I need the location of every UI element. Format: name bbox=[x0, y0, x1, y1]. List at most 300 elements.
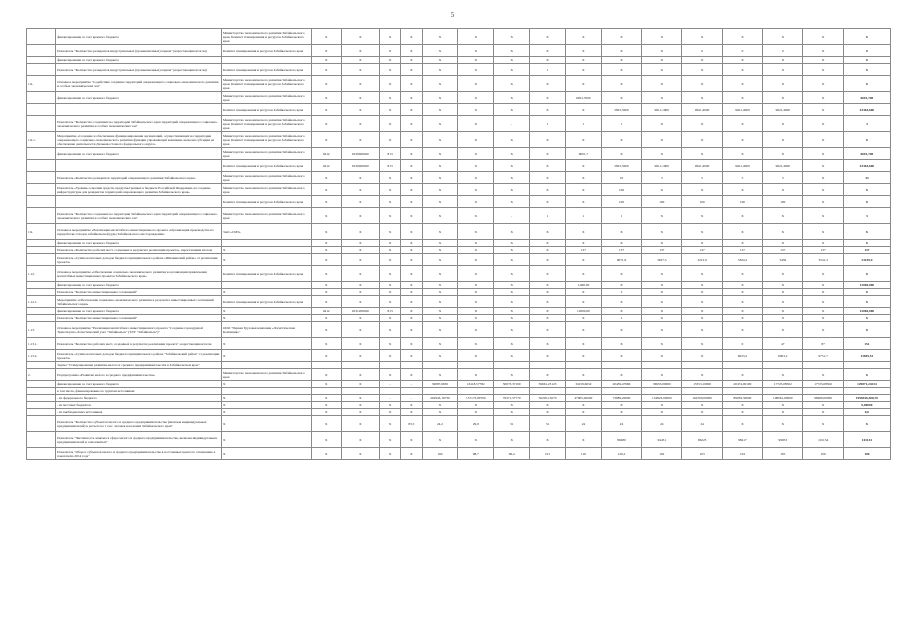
row-value: Х bbox=[401, 266, 422, 282]
row-value: Х bbox=[601, 338, 641, 350]
row-number bbox=[27, 381, 56, 388]
row-value bbox=[763, 362, 803, 369]
row-number bbox=[27, 315, 56, 322]
row-title: финансирование за счет краевого бюджета bbox=[56, 308, 222, 315]
row-value: Х bbox=[401, 76, 422, 92]
row-value: 9621,4000 bbox=[763, 104, 803, 116]
row-title: финансирование за счет краевого бюджета bbox=[56, 92, 222, 104]
row-value: Х bbox=[379, 282, 400, 289]
row-value: 98,7 bbox=[458, 448, 494, 460]
table-row bbox=[27, 116, 891, 132]
row-value: Х bbox=[422, 409, 458, 416]
row-number: 1.6.1. bbox=[27, 132, 56, 148]
row-value: Х bbox=[722, 240, 762, 247]
row-value: Х bbox=[642, 92, 682, 104]
row-value bbox=[379, 362, 400, 369]
row-value: Х bbox=[422, 224, 458, 240]
row-value: Х bbox=[565, 338, 601, 350]
table-row bbox=[27, 296, 891, 308]
row-value: 1 bbox=[601, 116, 641, 132]
row-value: Х bbox=[379, 172, 400, 184]
row-value: Х bbox=[341, 247, 379, 254]
row-value: Х bbox=[722, 116, 762, 132]
table-row bbox=[27, 432, 891, 448]
row-value: Х bbox=[401, 148, 422, 160]
row-value: Х bbox=[458, 402, 494, 409]
row-number bbox=[27, 416, 56, 432]
row-value: Х bbox=[682, 76, 722, 92]
row-value: Х bbox=[565, 172, 601, 184]
row-number bbox=[27, 402, 56, 409]
row-total: Х bbox=[843, 64, 890, 76]
row-value: Х bbox=[401, 172, 422, 184]
table-row bbox=[27, 315, 891, 322]
row-value: 0230406020 bbox=[341, 160, 379, 172]
row-value: 100 bbox=[422, 448, 458, 460]
row-number bbox=[27, 282, 56, 289]
row-value: Х bbox=[422, 29, 458, 45]
row-value: Х bbox=[341, 381, 379, 388]
row-value: Х bbox=[642, 350, 682, 362]
row-value: 31 bbox=[494, 416, 530, 432]
row-value: Х bbox=[763, 116, 803, 132]
row-value: Х bbox=[803, 289, 843, 296]
row-value: Х bbox=[379, 64, 400, 76]
row-value: 30073,37190 bbox=[494, 381, 530, 388]
row-total: 0 bbox=[843, 45, 890, 57]
row-value: 36953,00000 bbox=[642, 381, 682, 388]
row-total: Х bbox=[843, 132, 890, 148]
row-value: Х bbox=[682, 402, 722, 409]
row-number bbox=[27, 104, 56, 116]
program-table bbox=[26, 28, 891, 460]
row-value: Х bbox=[682, 92, 722, 104]
row-responsible bbox=[221, 388, 311, 395]
row-value: 0 bbox=[682, 45, 722, 57]
row-value: 30087,6650 bbox=[422, 381, 458, 388]
row-value: 24 bbox=[642, 416, 682, 432]
row-value: Х bbox=[601, 76, 641, 92]
row-total: Х bbox=[843, 224, 890, 240]
row-value: Х bbox=[494, 160, 530, 172]
row-value: 39661,23123 bbox=[530, 381, 566, 388]
row-value bbox=[311, 362, 341, 369]
table-row bbox=[27, 132, 891, 148]
row-value: Х bbox=[642, 315, 682, 322]
row-value: Х bbox=[401, 92, 422, 104]
row-number: 1.9. bbox=[27, 224, 56, 240]
row-responsible: Комитет планирования и ресурсов Забайкальского края bbox=[221, 160, 311, 172]
row-number bbox=[27, 148, 56, 160]
row-value: Х bbox=[642, 57, 682, 64]
row-value: Х bbox=[565, 64, 601, 76]
row-number bbox=[27, 388, 56, 395]
row-value: Х bbox=[530, 369, 566, 381]
row-title: финансирование за счет краевого бюджета bbox=[56, 282, 222, 289]
row-value: 9621,4000 bbox=[722, 160, 762, 172]
row-value: Х bbox=[722, 282, 762, 289]
row-number bbox=[27, 432, 56, 448]
row-value: Х bbox=[458, 322, 494, 338]
row-value: 101 bbox=[530, 448, 566, 460]
row-value: Х bbox=[458, 240, 494, 247]
row-value bbox=[458, 388, 494, 395]
row-value: 102 bbox=[642, 448, 682, 460]
row-value: Х bbox=[401, 116, 422, 132]
row-value: Х bbox=[422, 208, 458, 224]
row-value: Х bbox=[722, 208, 762, 224]
row-value: 164700,00000 bbox=[682, 395, 722, 402]
row-number bbox=[27, 308, 56, 315]
row-value: Х bbox=[565, 409, 601, 416]
row-value: Х bbox=[530, 315, 566, 322]
row-value: Х bbox=[601, 224, 641, 240]
row-value: Х bbox=[341, 208, 379, 224]
row-value: Х bbox=[379, 224, 400, 240]
row-value: Х bbox=[682, 132, 722, 148]
row-value bbox=[341, 388, 379, 395]
row-value bbox=[601, 388, 641, 395]
row-value: Х bbox=[601, 64, 641, 76]
row-responsible: Комитет планирования и ресурсов Забайкальского края bbox=[221, 266, 311, 282]
row-value: Х bbox=[458, 338, 494, 350]
row-value: Х bbox=[341, 296, 379, 308]
table-row bbox=[27, 381, 891, 388]
row-value: Х bbox=[642, 45, 682, 57]
row-value: Х bbox=[458, 76, 494, 92]
row-value: Х bbox=[379, 402, 400, 409]
row-title: финансирование за счет краевого бюджета bbox=[56, 29, 222, 45]
row-value: Х bbox=[422, 196, 458, 208]
row-value: Х bbox=[530, 308, 566, 315]
row-value bbox=[530, 388, 566, 395]
table-row bbox=[27, 240, 891, 247]
row-value: Х bbox=[401, 57, 422, 64]
row-title: Основное мероприятие «Обеспечение социально-экономического развития и организации привлечения масштабных инвестиционных проектов Забайкальского края» bbox=[56, 266, 222, 282]
row-value: Х bbox=[682, 266, 722, 282]
row-value: Х bbox=[601, 409, 641, 416]
row-value: Х bbox=[763, 308, 803, 315]
row-value: Х bbox=[682, 322, 722, 338]
row-value: Х bbox=[530, 160, 566, 172]
row-value bbox=[601, 362, 641, 369]
row-title: Показатель «Количество резидентов территорий опережающего развития Забайкальского края» bbox=[56, 172, 222, 184]
row-value: Х bbox=[494, 240, 530, 247]
row-value: Х bbox=[722, 315, 762, 322]
row-value: 5 bbox=[763, 172, 803, 184]
row-value: Х bbox=[401, 432, 422, 448]
row-responsible: Министерство экономического развития Забайкальского края bbox=[221, 369, 311, 381]
row-value: Х bbox=[401, 315, 422, 322]
row-value: Х bbox=[601, 308, 641, 315]
row-number: 1.13.1. bbox=[27, 338, 56, 350]
row-value: Х bbox=[401, 29, 422, 45]
row-value: Х bbox=[422, 76, 458, 92]
row-value: Х bbox=[803, 416, 843, 432]
row-value: Х bbox=[803, 64, 843, 76]
row-value: Х bbox=[311, 350, 341, 362]
row-value: - bbox=[401, 381, 422, 388]
row-value: Х bbox=[341, 116, 379, 132]
row-value: Х bbox=[494, 282, 530, 289]
row-value: 31 bbox=[530, 416, 566, 432]
row-title bbox=[56, 196, 222, 208]
row-value: 100 bbox=[763, 196, 803, 208]
row-responsible bbox=[221, 362, 311, 369]
row-responsible bbox=[221, 57, 311, 64]
table-row bbox=[27, 160, 891, 172]
row-value: Х bbox=[341, 92, 379, 104]
row-value: 0412 bbox=[311, 148, 341, 160]
row-responsible: Министерство экономического развития Забайкальского края, Комитет планирования и ресурсов Забайкальского края bbox=[221, 116, 311, 132]
row-total: Х bbox=[843, 296, 890, 308]
row-number bbox=[27, 409, 56, 416]
row-value: Х bbox=[530, 132, 566, 148]
row-value: Х bbox=[763, 315, 803, 322]
row-title: Показатель "Численность занятых в сфере малого и среднего предпринимательства, включая индивидуальных предпринимателей и самозанятых" bbox=[56, 432, 222, 448]
row-value: Х bbox=[379, 416, 400, 432]
row-value: Х bbox=[341, 395, 379, 402]
row-value: Х bbox=[422, 160, 458, 172]
row-value: Х bbox=[422, 350, 458, 362]
row-value: Х bbox=[311, 92, 341, 104]
row-value: Х bbox=[722, 64, 762, 76]
row-value: Х bbox=[722, 402, 762, 409]
row-total: 129871,24234 bbox=[843, 381, 890, 388]
row-title: Мероприятие «Обеспечение социально-экономического развития в результате инвестиционных соглашений Забайкальского края» bbox=[56, 296, 222, 308]
row-value: Х bbox=[565, 224, 601, 240]
row-responsible bbox=[221, 282, 311, 289]
row-responsible: Х bbox=[221, 381, 311, 388]
row-value: Х bbox=[401, 282, 422, 289]
row-value: 47 bbox=[763, 338, 803, 350]
row-number: 1.12. bbox=[27, 266, 56, 282]
row-value: Х bbox=[763, 76, 803, 92]
table-row bbox=[27, 322, 891, 338]
table-row bbox=[27, 282, 891, 289]
row-number bbox=[27, 448, 56, 460]
row-value: Х bbox=[422, 282, 458, 289]
table-row bbox=[27, 224, 891, 240]
row-value: Х bbox=[341, 409, 379, 416]
row-total: 3 bbox=[843, 208, 890, 224]
row-value: Х bbox=[494, 289, 530, 296]
row-value: Х bbox=[565, 57, 601, 64]
row-value: Х bbox=[642, 266, 682, 282]
row-value: Х bbox=[401, 409, 422, 416]
row-total: 6001,700 bbox=[843, 148, 890, 160]
row-value: 1 bbox=[565, 116, 601, 132]
row-value: Х bbox=[642, 409, 682, 416]
row-value: Х bbox=[565, 322, 601, 338]
row-value: Х bbox=[601, 282, 641, 289]
row-value: Х bbox=[341, 282, 379, 289]
row-value bbox=[642, 362, 682, 369]
row-title: Показатель «Уровень освоения средств, предусмотренных в бюджете Российской Федерации, на создание инфраструктуры для резидентов территорий опережающего развития Забайкальского края» bbox=[56, 184, 222, 196]
table-row bbox=[27, 148, 891, 160]
row-value: Х bbox=[530, 289, 566, 296]
row-responsible: Комитет планирования и ресурсов Забайкальского края bbox=[221, 196, 311, 208]
row-value: 108061,00000 bbox=[763, 395, 803, 402]
row-total: Х bbox=[843, 29, 890, 45]
row-value: Х bbox=[458, 289, 494, 296]
row-value: - bbox=[494, 116, 530, 132]
row-value: Х bbox=[458, 282, 494, 289]
row-value: Х bbox=[565, 369, 601, 381]
row-value: Х bbox=[311, 184, 341, 196]
row-value: Х bbox=[494, 254, 530, 266]
row-value: 1 bbox=[530, 64, 566, 76]
row-value: Х bbox=[311, 402, 341, 409]
row-value: Х bbox=[763, 57, 803, 64]
row-value: Х bbox=[494, 350, 530, 362]
row-number bbox=[27, 362, 56, 369]
row-total: 101134 bbox=[843, 432, 890, 448]
row-value: 0231206020 bbox=[341, 308, 379, 315]
row-value: 103 bbox=[682, 448, 722, 460]
row-value: Х bbox=[763, 266, 803, 282]
table-row bbox=[27, 289, 891, 296]
row-value: Х bbox=[642, 289, 682, 296]
table-row bbox=[27, 45, 891, 57]
row-value: Х bbox=[722, 29, 762, 45]
row-value: Х bbox=[458, 196, 494, 208]
row-total: 151 bbox=[843, 338, 890, 350]
row-value: 9621,4000 bbox=[682, 104, 722, 116]
row-value: Х bbox=[401, 104, 422, 116]
row-responsible: Комитет планирования и ресурсов Забайкальского края bbox=[221, 296, 311, 308]
row-value: 137 bbox=[763, 247, 803, 254]
row-value: 3 bbox=[642, 172, 682, 184]
row-number bbox=[27, 208, 56, 224]
row-value: Х bbox=[341, 369, 379, 381]
row-total: 43304,600 bbox=[843, 104, 890, 116]
row-value: 5823,5000 bbox=[601, 160, 641, 172]
row-responsible: ЗАО «СМЗ» bbox=[221, 224, 311, 240]
row-value: - bbox=[401, 395, 422, 402]
row-number bbox=[27, 64, 56, 76]
row-value: 1 bbox=[565, 208, 601, 224]
row-value: 137 bbox=[803, 247, 843, 254]
row-value: 137 bbox=[601, 247, 641, 254]
row-value: 89480 bbox=[601, 432, 641, 448]
row-value: Х bbox=[458, 432, 494, 448]
row-value: Х bbox=[763, 402, 803, 409]
row-value: Х bbox=[379, 296, 400, 308]
row-value: Х bbox=[311, 282, 341, 289]
row-value: Х bbox=[642, 369, 682, 381]
row-value bbox=[722, 388, 762, 395]
row-value: Х bbox=[341, 29, 379, 45]
row-value: Х bbox=[763, 289, 803, 296]
row-value bbox=[458, 362, 494, 369]
row-value: Х bbox=[341, 64, 379, 76]
row-value: Х bbox=[379, 104, 400, 116]
row-value: Х bbox=[401, 296, 422, 308]
row-value: Х bbox=[401, 350, 422, 362]
row-value: Х bbox=[422, 132, 458, 148]
row-value bbox=[682, 362, 722, 369]
row-value: 137 bbox=[682, 247, 722, 254]
row-value: Х bbox=[530, 172, 566, 184]
row-value: Х bbox=[565, 254, 601, 266]
row-value: Х bbox=[494, 104, 530, 116]
row-title: Подпрограмма «Развитие малого и среднего предпринимательства» bbox=[56, 369, 222, 381]
row-value: 56205,13070 bbox=[530, 395, 566, 402]
table-row bbox=[27, 409, 891, 416]
row-value: 9071,6 bbox=[601, 254, 641, 266]
row-value bbox=[341, 362, 379, 369]
row-value: Х bbox=[803, 29, 843, 45]
row-value: Х bbox=[401, 338, 422, 350]
row-value: 813 bbox=[379, 148, 400, 160]
row-value: Х bbox=[379, 184, 400, 196]
row-value: Х bbox=[422, 184, 458, 196]
row-value: Х bbox=[530, 224, 566, 240]
row-title: Показатель «Сумма налоговых доходов бюджета муниципального района "Забайкальский район" от реализации проекта» bbox=[56, 350, 222, 362]
table-row bbox=[27, 416, 891, 432]
row-value: 17725,08502 bbox=[763, 381, 803, 388]
row-value: Х bbox=[530, 338, 566, 350]
table-row bbox=[27, 402, 891, 409]
row-value: 1 bbox=[530, 208, 566, 224]
row-value: Х bbox=[565, 160, 601, 172]
row-value: Х bbox=[422, 254, 458, 266]
row-value: Х bbox=[565, 289, 601, 296]
row-value: 3212,9 bbox=[682, 254, 722, 266]
row-value: 813 bbox=[379, 308, 400, 315]
row-value: Х bbox=[722, 148, 762, 160]
row-total: Х bbox=[843, 416, 890, 432]
row-value: Х bbox=[422, 289, 458, 296]
row-responsible: Комитет планирования и ресурсов Забайкальского края bbox=[221, 64, 311, 76]
row-total: Х bbox=[843, 289, 890, 296]
row-responsible: Х bbox=[221, 308, 311, 315]
row-value: Х bbox=[763, 132, 803, 148]
row-value: Х bbox=[565, 45, 601, 57]
row-value: 101134 bbox=[803, 432, 843, 448]
row-responsible: Х bbox=[221, 247, 311, 254]
table-row bbox=[27, 254, 891, 266]
row-value: - bbox=[494, 208, 530, 224]
row-responsible: Министерство экономического развития Забайкальского края, Комитет планирования и ресурсов Забайкальского края bbox=[221, 29, 311, 45]
row-value: 100 bbox=[601, 184, 641, 196]
row-total: 33 bbox=[843, 172, 890, 184]
row-value: Х bbox=[601, 240, 641, 247]
row-value: Х bbox=[422, 432, 458, 448]
row-value: Х bbox=[682, 240, 722, 247]
row-value: 0412 bbox=[311, 308, 341, 315]
row-responsible: Министерство экономического развития Забайкальского края bbox=[221, 172, 311, 184]
row-value: Х bbox=[763, 64, 803, 76]
row-value: Х bbox=[803, 208, 843, 224]
row-value: Х bbox=[803, 296, 843, 308]
row-value: Х bbox=[601, 57, 641, 64]
row-value: 105 bbox=[763, 448, 803, 460]
row-value: Х bbox=[341, 266, 379, 282]
table-row bbox=[27, 172, 891, 184]
row-value: Х bbox=[565, 132, 601, 148]
row-value: 1,000,00 bbox=[565, 282, 601, 289]
row-value: Х bbox=[530, 266, 566, 282]
row-total bbox=[843, 388, 890, 395]
row-value: 73089,20000 bbox=[601, 395, 641, 402]
row-value: Х bbox=[763, 240, 803, 247]
row-value: Х bbox=[642, 240, 682, 247]
row-value: Х bbox=[565, 432, 601, 448]
row-value: Х bbox=[682, 315, 722, 322]
row-value: Х bbox=[494, 338, 530, 350]
